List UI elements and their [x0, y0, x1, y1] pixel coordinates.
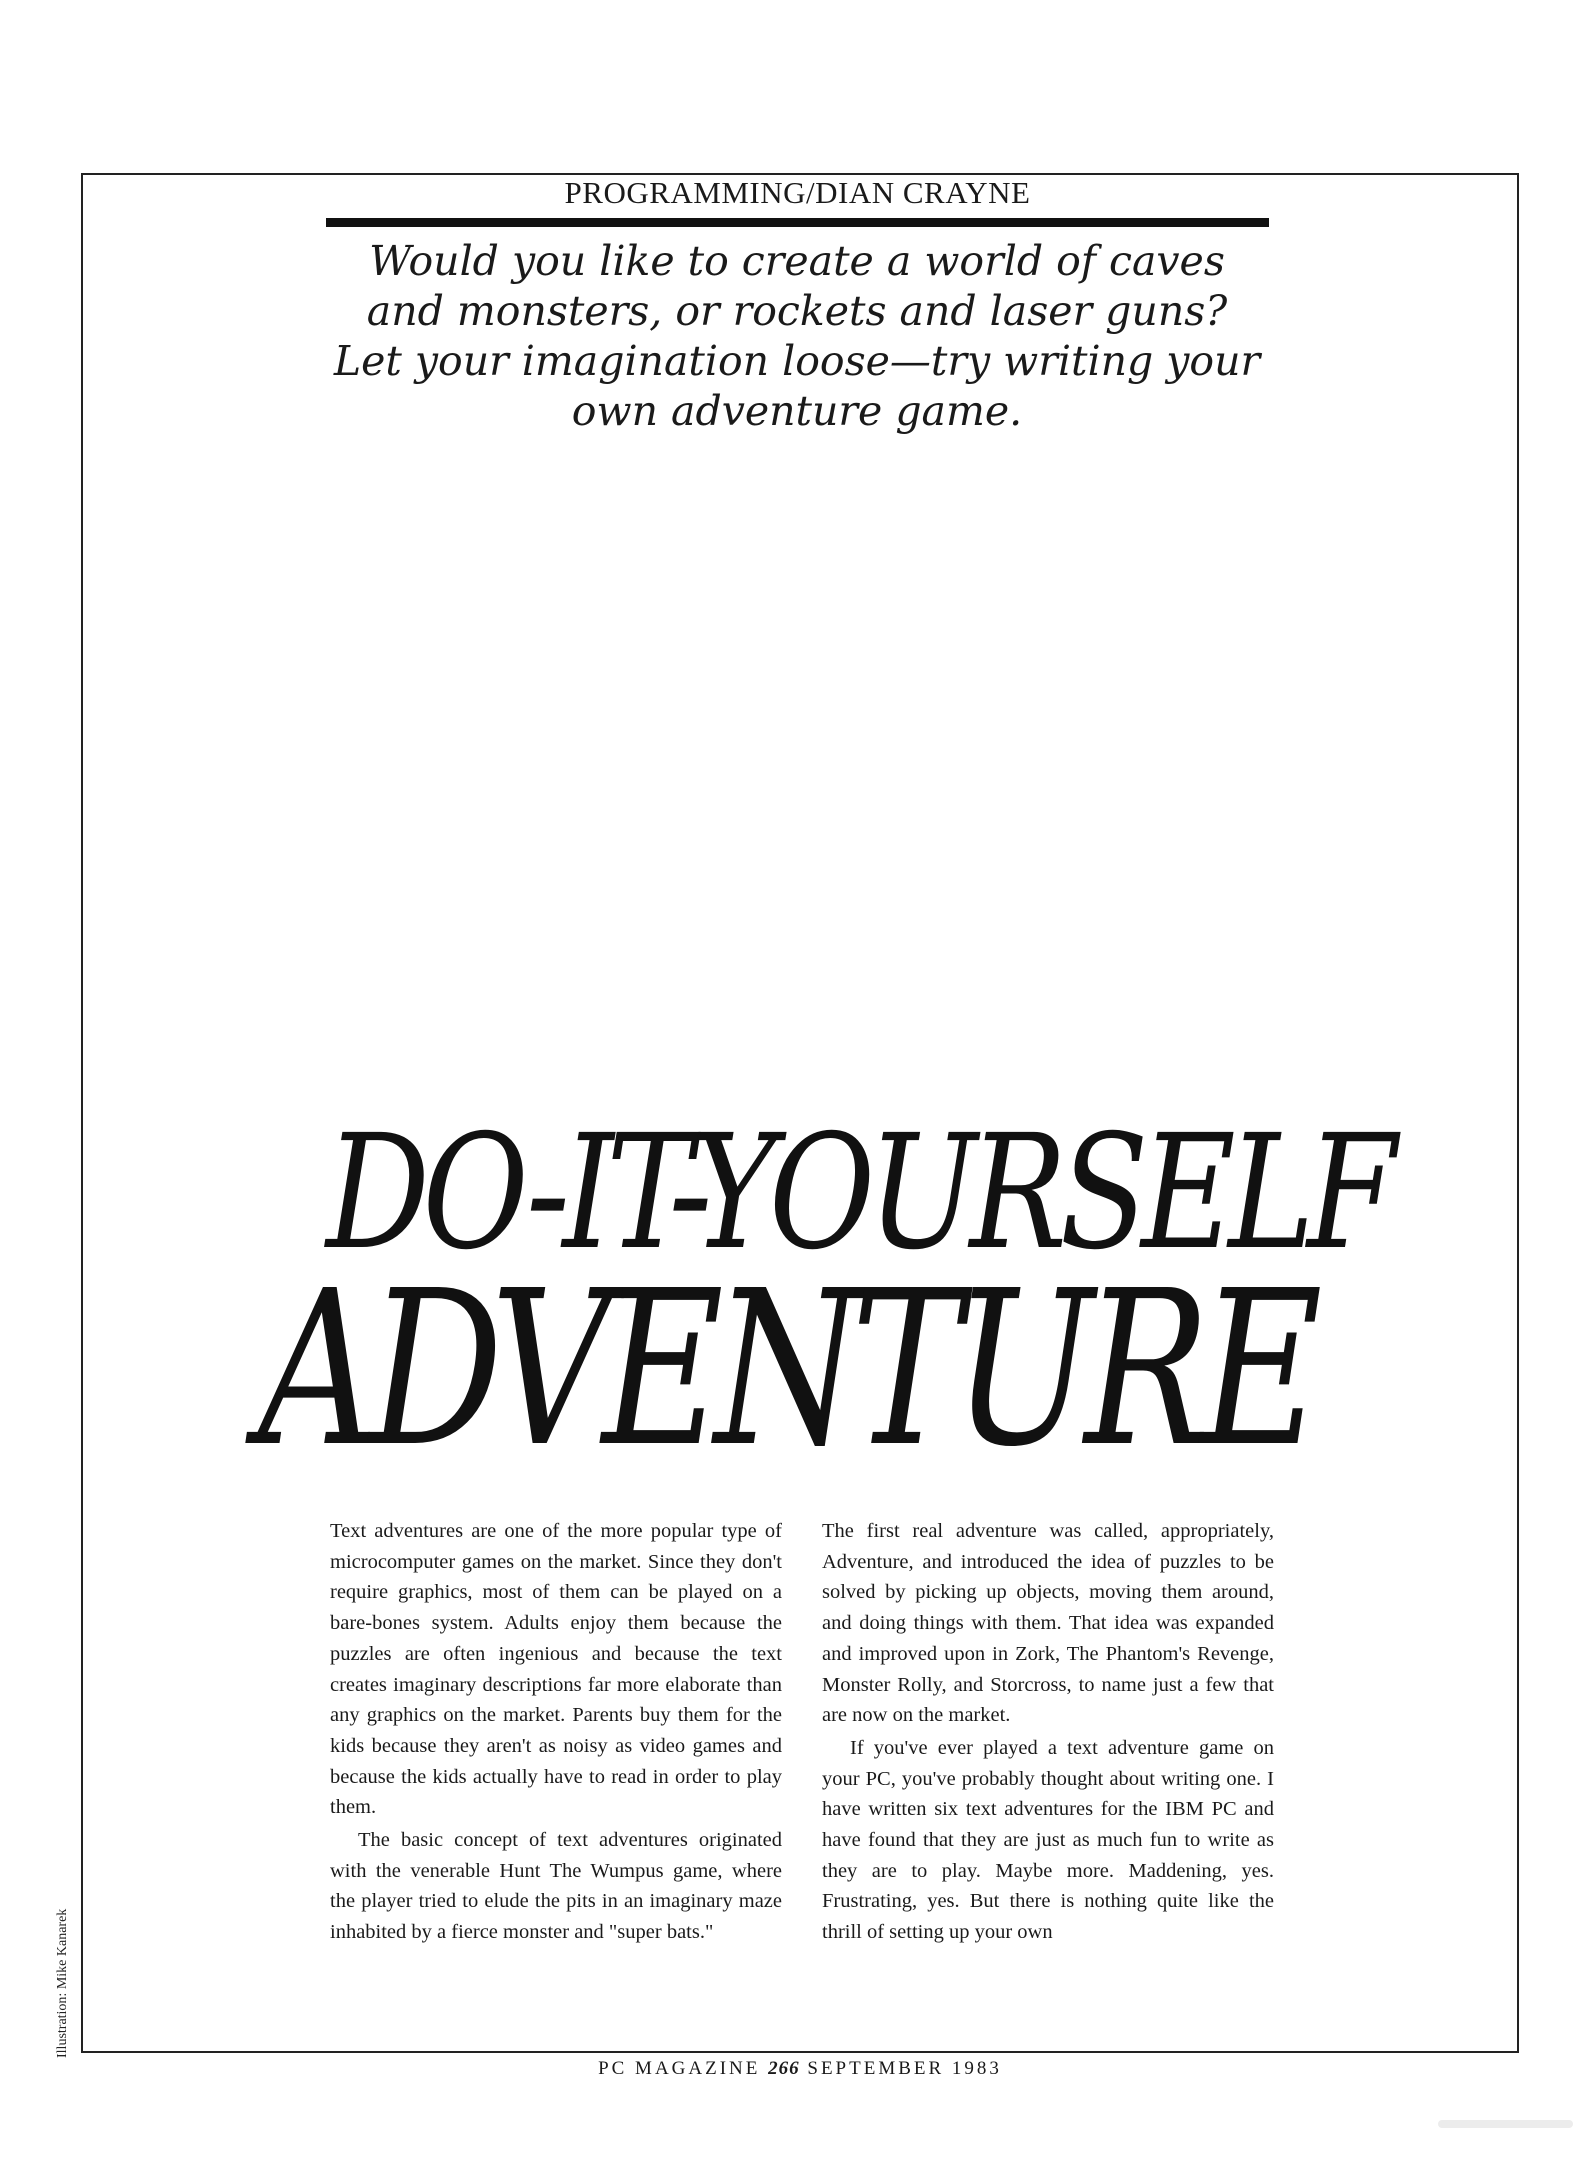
page-footer [420, 2058, 1180, 2080]
footer-page-number: 266 [768, 2058, 800, 2079]
department-header: PROGRAMMING/DIAN CRAYNE [564, 175, 1031, 210]
body-paragraph: The basic concept of text adventures originated with the venerable Hunt The Wumpus game, where the player tried to elude the pits in an imaginary maze inhabited by a fierce monster and "super bats." [330, 1829, 782, 1944]
illustration-credit: Illustration: Mike Kanarek [55, 1908, 70, 2058]
footer-date: SEPTEMBER 1983 [807, 2058, 1002, 2079]
body-paragraph: The first real adventure was called, appropriately, Adventure, and introduced the idea of puzzles to be solved by picking up objects, moving them around, and doing things with them. That idea was expanded and improved upon in Zork, The Phantom's Revenge, Monster Rolly, and Storcross, to name just a few that are now on the market. [822, 1520, 1274, 1727]
scan-smudge [1438, 2120, 1573, 2128]
article-deck: Would you like to create a world of caves and monsters, or rockets and laser guns? Let your imagination loose—try writing your own adventure game. [333, 237, 1261, 435]
header-rule [326, 218, 1269, 227]
body-column-left [330, 1516, 782, 1948]
article-title-line1: DO-IT-YOURSELF [326, 1101, 1390, 1285]
article-title-line2: ADVENTURE [258, 1245, 1314, 1494]
body-paragraph: Text adventures are one of the more popular type of microcomputer games on the market. Since they don't require graphics, most of them can be played on a bare-bones system. Adults enjoy them because the puzzles are often ingenious and because the text creates imaginary descriptions far more elaborate than any graphics on the market. Parents buy them for the kids because they aren't as noisy as video games and because the kids actually have to read in order to play them. [330, 1520, 782, 1819]
body-paragraph: If you've ever played a text adventure game on your PC, you've probably thought about writing one. I have written six text adventures for the IBM PC and have found that they are just as much fun to write as they are to play. Maybe more. Maddening, yes. Frustrating, yes. But there is nothing quite like the thrill of setting up your own [822, 1736, 1274, 1944]
body-column-right [822, 1516, 1274, 1948]
footer-magazine: PC MAGAZINE [598, 2058, 761, 2079]
